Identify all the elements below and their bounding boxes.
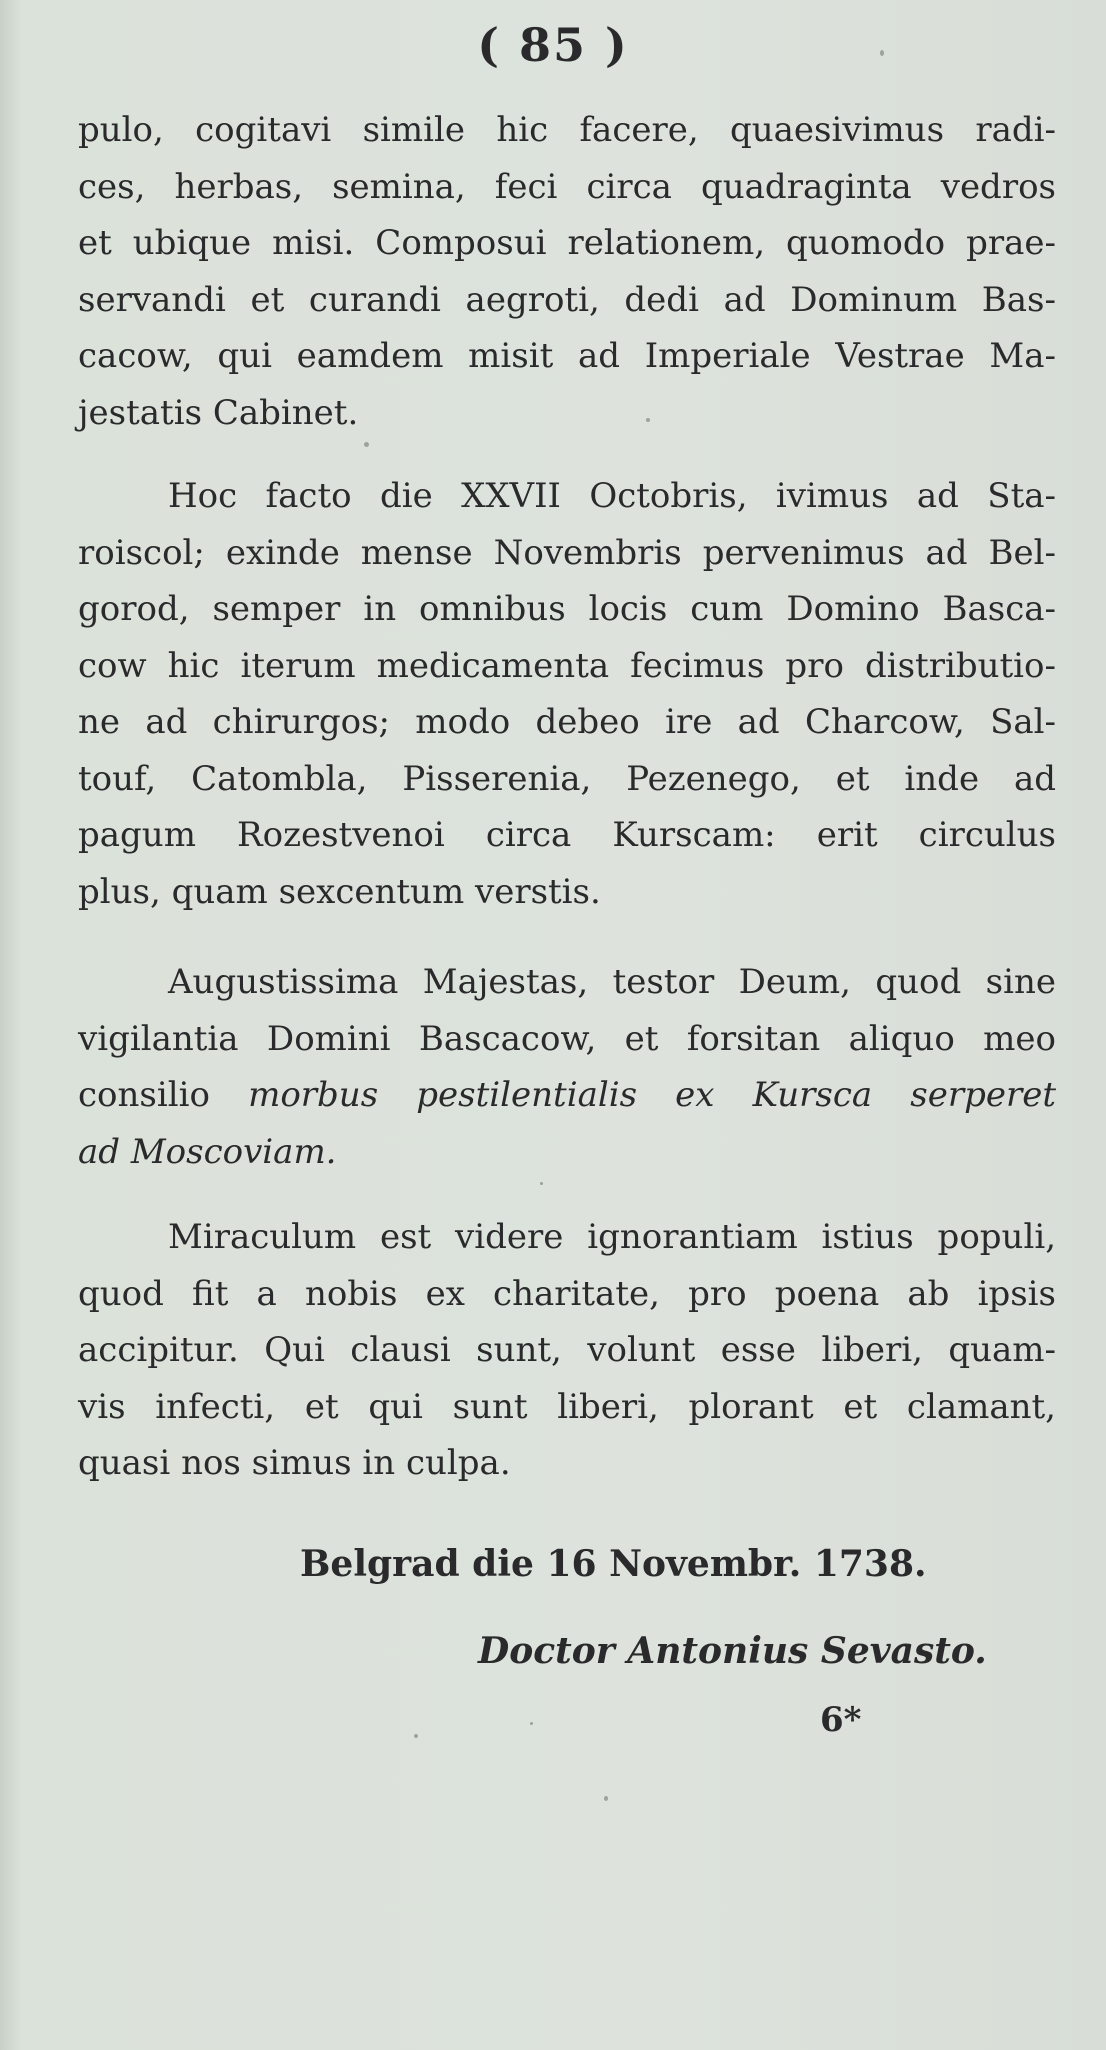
paragraph-4 (78, 1209, 1056, 1492)
text-line: cacow, qui eamdem misit ad Imperiale Vestrae Ma- (78, 336, 1056, 376)
text-line: et ubique misi. Composui relationem, quomodo prae- (78, 223, 1056, 263)
signature-mark: 6* (820, 1700, 862, 1740)
italic-text: morbus pestilentialis ex Kursca serperet (248, 1075, 1056, 1115)
plain-text: consilio (78, 1075, 210, 1115)
text-line: servandi et curandi aegroti, dedi ad Dominum Bas- (78, 279, 1056, 320)
paragraph-3 (78, 954, 1056, 1180)
paragraph-1 (78, 102, 1056, 441)
text-line: ces, herbas, semina, feci circa quadraginta vedros (78, 166, 1056, 207)
scan-speck (530, 1722, 533, 1725)
text-line: Hoc facto die XXVII Octobris, ivimus ad Sta- (168, 476, 1056, 516)
page-number: ( 85 ) (477, 18, 629, 72)
scan-speck (414, 1734, 418, 1738)
text-line: touf, Catombla, Pisserenia, Pezenego, et inde ad (78, 758, 1056, 799)
scan-speck (880, 50, 884, 56)
text-line: quasi nos simus in culpa. (78, 1443, 511, 1483)
paragraph-2 (78, 468, 1056, 920)
text-line: plus, quam sexcentum verstis. (78, 871, 601, 912)
dateline: Belgrad die 16 Novembr. 1738. (300, 1543, 927, 1585)
text-line: roiscol; exinde mense Novembris pervenimus ad Bel- (78, 532, 1056, 573)
text-line: pulo, cogitavi simile hic facere, quaesivimus radi- (78, 110, 1056, 150)
text-line: vis infecti, et qui sunt liberi, plorant et clamant, (78, 1386, 1056, 1427)
italic-text: ad Moscoviam. (78, 1131, 337, 1172)
text-line: Miraculum est videre ignorantiam istius populi, (168, 1217, 1056, 1257)
text-line: vigilantia Domini Bascacow, et forsitan aliquo meo (78, 1018, 1056, 1059)
text-line: quod fit a nobis ex charitate, pro poena ab ipsis (78, 1273, 1056, 1314)
text-line: jestatis Cabinet. (78, 392, 359, 433)
text-line: accipitur. Qui clausi sunt, volunt esse liberi, quam- (78, 1330, 1056, 1370)
scan-speck (540, 1182, 543, 1185)
text-line: cow hic iterum medicamenta fecimus pro distributio- (78, 645, 1056, 686)
text-line: gorod, semper in omnibus locis cum Domino Basca- (78, 589, 1056, 629)
text-line-mixed (78, 1067, 1056, 1124)
text-line: Augustissima Majestas, testor Deum, quod sine (168, 962, 1056, 1002)
text-line: ne ad chirurgos; modo debeo ire ad Charcow, Sal- (78, 702, 1056, 742)
scan-speck (646, 418, 650, 422)
text-line (78, 1124, 1056, 1181)
scan-speck (604, 1796, 608, 1801)
scan-speck (364, 442, 369, 447)
text-line: pagum Rozestvenoi circa Kurscam: erit circulus (78, 815, 1056, 855)
signature: Doctor Antonius Sevasto. (478, 1630, 987, 1672)
